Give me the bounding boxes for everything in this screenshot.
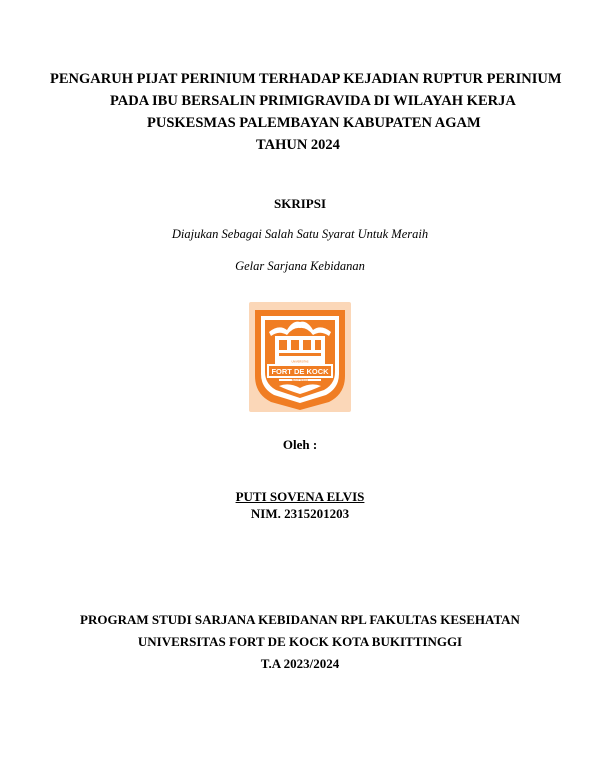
title-line-4: TAHUN 2024 [256,137,340,153]
institution-line-1: PROGRAM STUDI SARJANA KEBIDANAN RPL FAKULTAS KESEHATAN [80,612,520,627]
purpose-line-1: Diajukan Sebagai Salah Satu Syarat Untuk Meraih [171,227,429,241]
logo-main-text: FORT DE KOCK [271,367,329,376]
by-label: Oleh : [282,437,318,452]
institution-line-2: UNIVERSITAS FORT DE KOCK KOTA BUKITTINGGI [137,634,463,649]
title-line-1: PENGARUH PIJAT PERINIUM TERHADAP KEJADIAN RUPTUR PERINIUM [50,71,562,87]
title-line-2: PADA IBU BERSALIN PRIMIGRAVIDA DI WILAYAH KERJA [110,93,516,109]
thesis-title [40,68,560,156]
logo-top-text: UNIVERSITAS [291,360,309,364]
university-logo-icon [249,302,351,412]
author-nim: NIM. 2315201203 [250,506,350,521]
author-block [0,488,600,506]
academic-year: T.A 2023/2024 [260,656,340,671]
document-type: SKRIPSI [273,196,327,211]
title-line-3: PUSKESMAS PALEMBAYAN KABUPATEN AGAM [147,115,481,131]
logo-bottom-text: BUKITTINGGI [291,378,309,382]
purpose-line-2: Gelar Sarjana Kebidanan [235,259,365,273]
author-name: PUTI SOVENA ELVIS [235,489,365,504]
